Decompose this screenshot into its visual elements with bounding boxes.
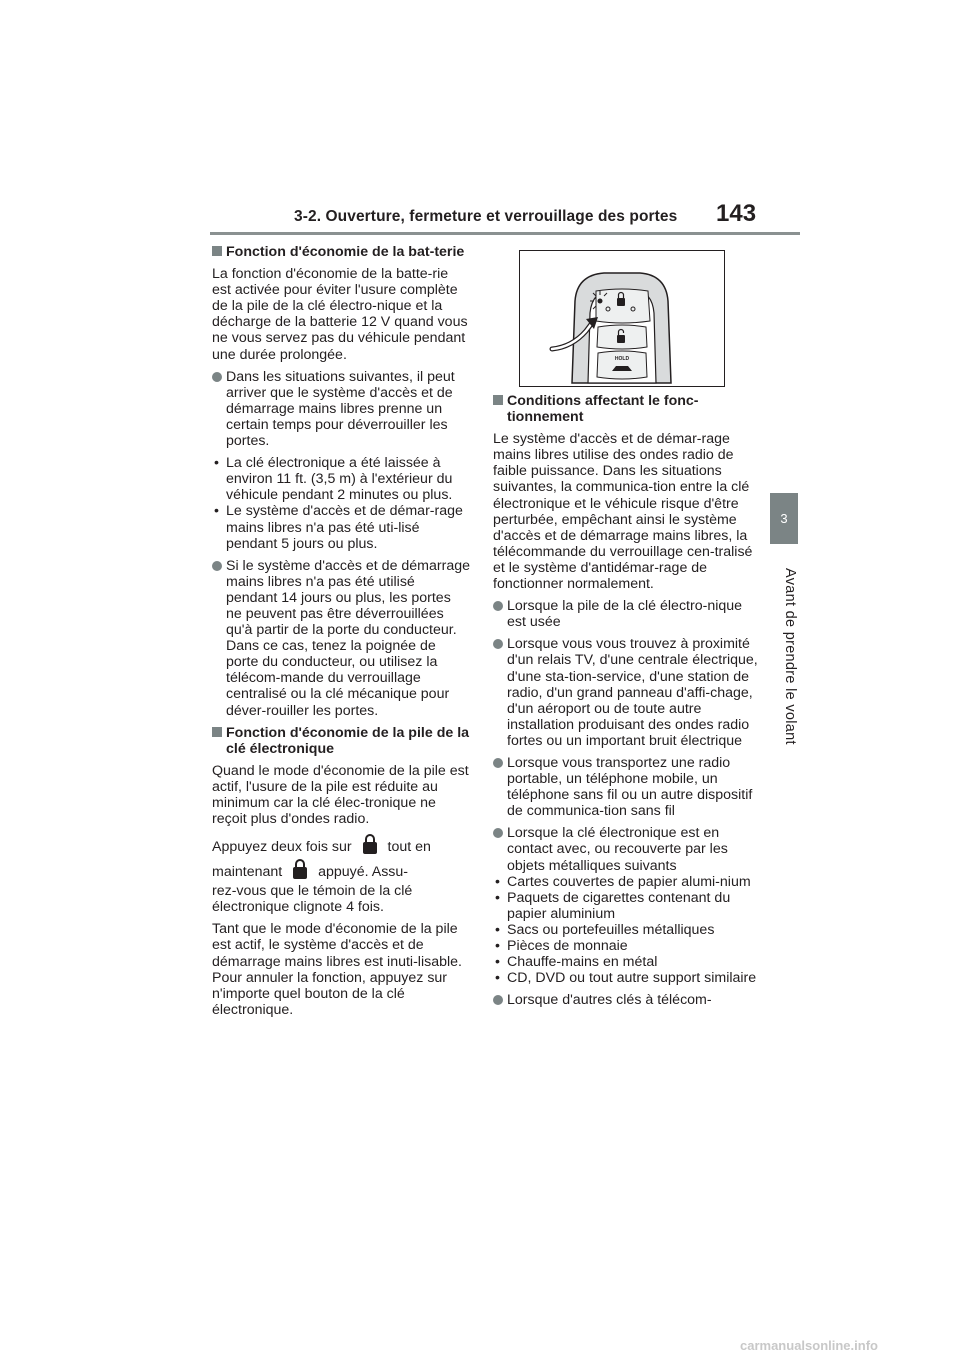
right-column (493, 393, 758, 1014)
heading-text: Conditions affectant le fonc-tionnement (507, 393, 699, 426)
paragraph-with-icons (212, 858, 470, 883)
section-heading (493, 393, 758, 425)
bullet-dot-icon (493, 828, 503, 838)
paragraph: Le système d'accès et de démar-rage mains libres utilise des ondes radio de faible puissance. Dans les situations suivantes, la communica-tion entre la clé électronique et le véhicule risque d'être perturbée, empêchant ainsi le système d'accès et de démarrage mains libres, la télécommande du verrouillage cen-tralisé et le système d'antidémar-rage de fonctionner normalement. (493, 431, 753, 593)
bullet-text: Dans les situations suivantes, il peut arriver que le système d'accès et de démarrage mains libres prenne un certain temps pour déverrouiller les portes. (226, 368, 455, 450)
bullet-dot-icon (493, 639, 503, 649)
sub-list-item: • Le système d'accès et de démar-rage mains libres n'a pas été uti-lisé pendant 5 jours ou plus. (212, 503, 470, 551)
bullet-text: Lorsque vous vous trouvez à proximité d'un relais TV, d'une centrale électrique, d'une sta-tion-service, d'une station de radio, d'un grand panneau d'affi-chage, d'un aéroport ou de toute autre installation produisant des ondes radio fortes ou un important bruit électrique (507, 636, 758, 749)
square-marker-icon (212, 246, 222, 256)
sub-list-item: • La clé électronique a été laissée à environ 11 ft. (3,5 m) à l'extérieur du véhicule pendant 2 minutes ou plus. (212, 455, 470, 503)
paragraph: rez-vous que le témoin de la clé électronique clignote 4 fois. (212, 883, 413, 916)
running-header: 3-2. Ouverture, fermeture et verrouillage des portes (294, 208, 678, 225)
text-fragment: appuyé. Assu- (318, 864, 409, 881)
key-fob-icon (520, 251, 724, 386)
bullet-item (493, 636, 758, 749)
paragraph-with-icons (212, 833, 470, 858)
bullet-item (493, 598, 758, 630)
square-marker-icon (493, 395, 503, 405)
lock-button-icon (292, 858, 308, 880)
bullet-item (212, 369, 470, 449)
square-marker-icon (212, 727, 222, 737)
bullet-item (493, 755, 758, 819)
bullet-dot-icon (212, 561, 222, 571)
bullet-text: Lorsque la pile de la clé électro-nique est usée (507, 598, 743, 631)
section-heading (212, 244, 470, 260)
bullet-text: Si le système d'accès et de démarrage mains libres n'a pas été utilisé pendant 14 jours ou plus, les portes ne peuvent pas être déverrouillées qu'à partir de la porte du conducteur. Dans ce cas, tenez la poignée de porte du conducteur, ou utilisez la télécom-mande du verrouillage centralisé ou la clé mécanique pour déver-rouiller les portes. (226, 557, 471, 719)
heading-text: Fonction d'économie de la pile de la clé électronique (226, 724, 470, 757)
paragraph: La fonction d'économie de la batte-rie est activée pour éviter l'usure complète de la pile de la clé électro-nique et la décharge de la batterie 12 V quand vous ne vous servez pas du véhicule pendant une durée prolongée. (212, 266, 468, 363)
sub-list-item: • CD, DVD ou tout autre support similaire (493, 970, 758, 986)
bullet-text: Lorsque d'autres clés à télécom- (507, 992, 712, 1009)
text-fragment: maintenant (212, 864, 283, 881)
paragraph: Tant que le mode d'économie de la pile est actif, le système d'accès et de démarrage mains libres est inuti-lisable. Pour annuler la fonction, appuyez sur n'importe quel bouton de la clé électronique. (212, 921, 462, 1018)
lock-button-icon (362, 833, 378, 855)
bullet-dot-icon (493, 758, 503, 768)
bullet-text: Lorsque vous transportez une radio portable, un téléphone mobile, un téléphone sans fil ou un autre dispositif de communica-tion sans fil (507, 754, 753, 820)
bullet-dot-icon (493, 995, 503, 1005)
bullet-dot-icon (493, 601, 503, 611)
sub-list-item: • Cartes couvertes de papier alumi-nium (493, 874, 758, 890)
sub-list-item: • Sacs ou portefeuilles métalliques (493, 922, 758, 938)
sub-list-item: • Chauffe-mains en métal (493, 954, 758, 970)
bullet-dot-icon (212, 372, 222, 382)
bullet-item (493, 992, 758, 1008)
bullet-item (212, 558, 470, 719)
watermark: carmanualsonline.info (740, 1338, 878, 1353)
heading-text: Fonction d'économie de la bat-terie (226, 244, 465, 260)
text-fragment: Appuyez deux fois sur (212, 839, 352, 856)
text-fragment: tout en (387, 839, 431, 856)
sub-list (493, 874, 758, 987)
chapter-label: Avant de prendre le volant (782, 567, 798, 745)
sub-list (212, 455, 470, 552)
sub-list-item: • Paquets de cigarettes contenant du papier aluminium (493, 890, 758, 922)
sub-list-item: • Pièces de monnaie (493, 938, 758, 954)
bullet-text: Lorsque la clé électronique est en contact avec, ou recouverte par les objets métalliques suivants (507, 825, 728, 874)
left-column (212, 244, 470, 1024)
section-heading (212, 725, 470, 757)
hold-label: HOLD (614, 356, 630, 362)
chapter-tab: 3 (770, 493, 798, 544)
key-fob-illustration (519, 250, 725, 387)
bullet-item (493, 825, 758, 873)
paragraph: Quand le mode d'économie de la pile est actif, l'usure de la pile est réduite au minimum car la clé élec-tronique ne reçoit plus d'ondes radio. (212, 762, 469, 828)
header-rule (210, 232, 800, 235)
page-number: 143 (716, 200, 757, 227)
